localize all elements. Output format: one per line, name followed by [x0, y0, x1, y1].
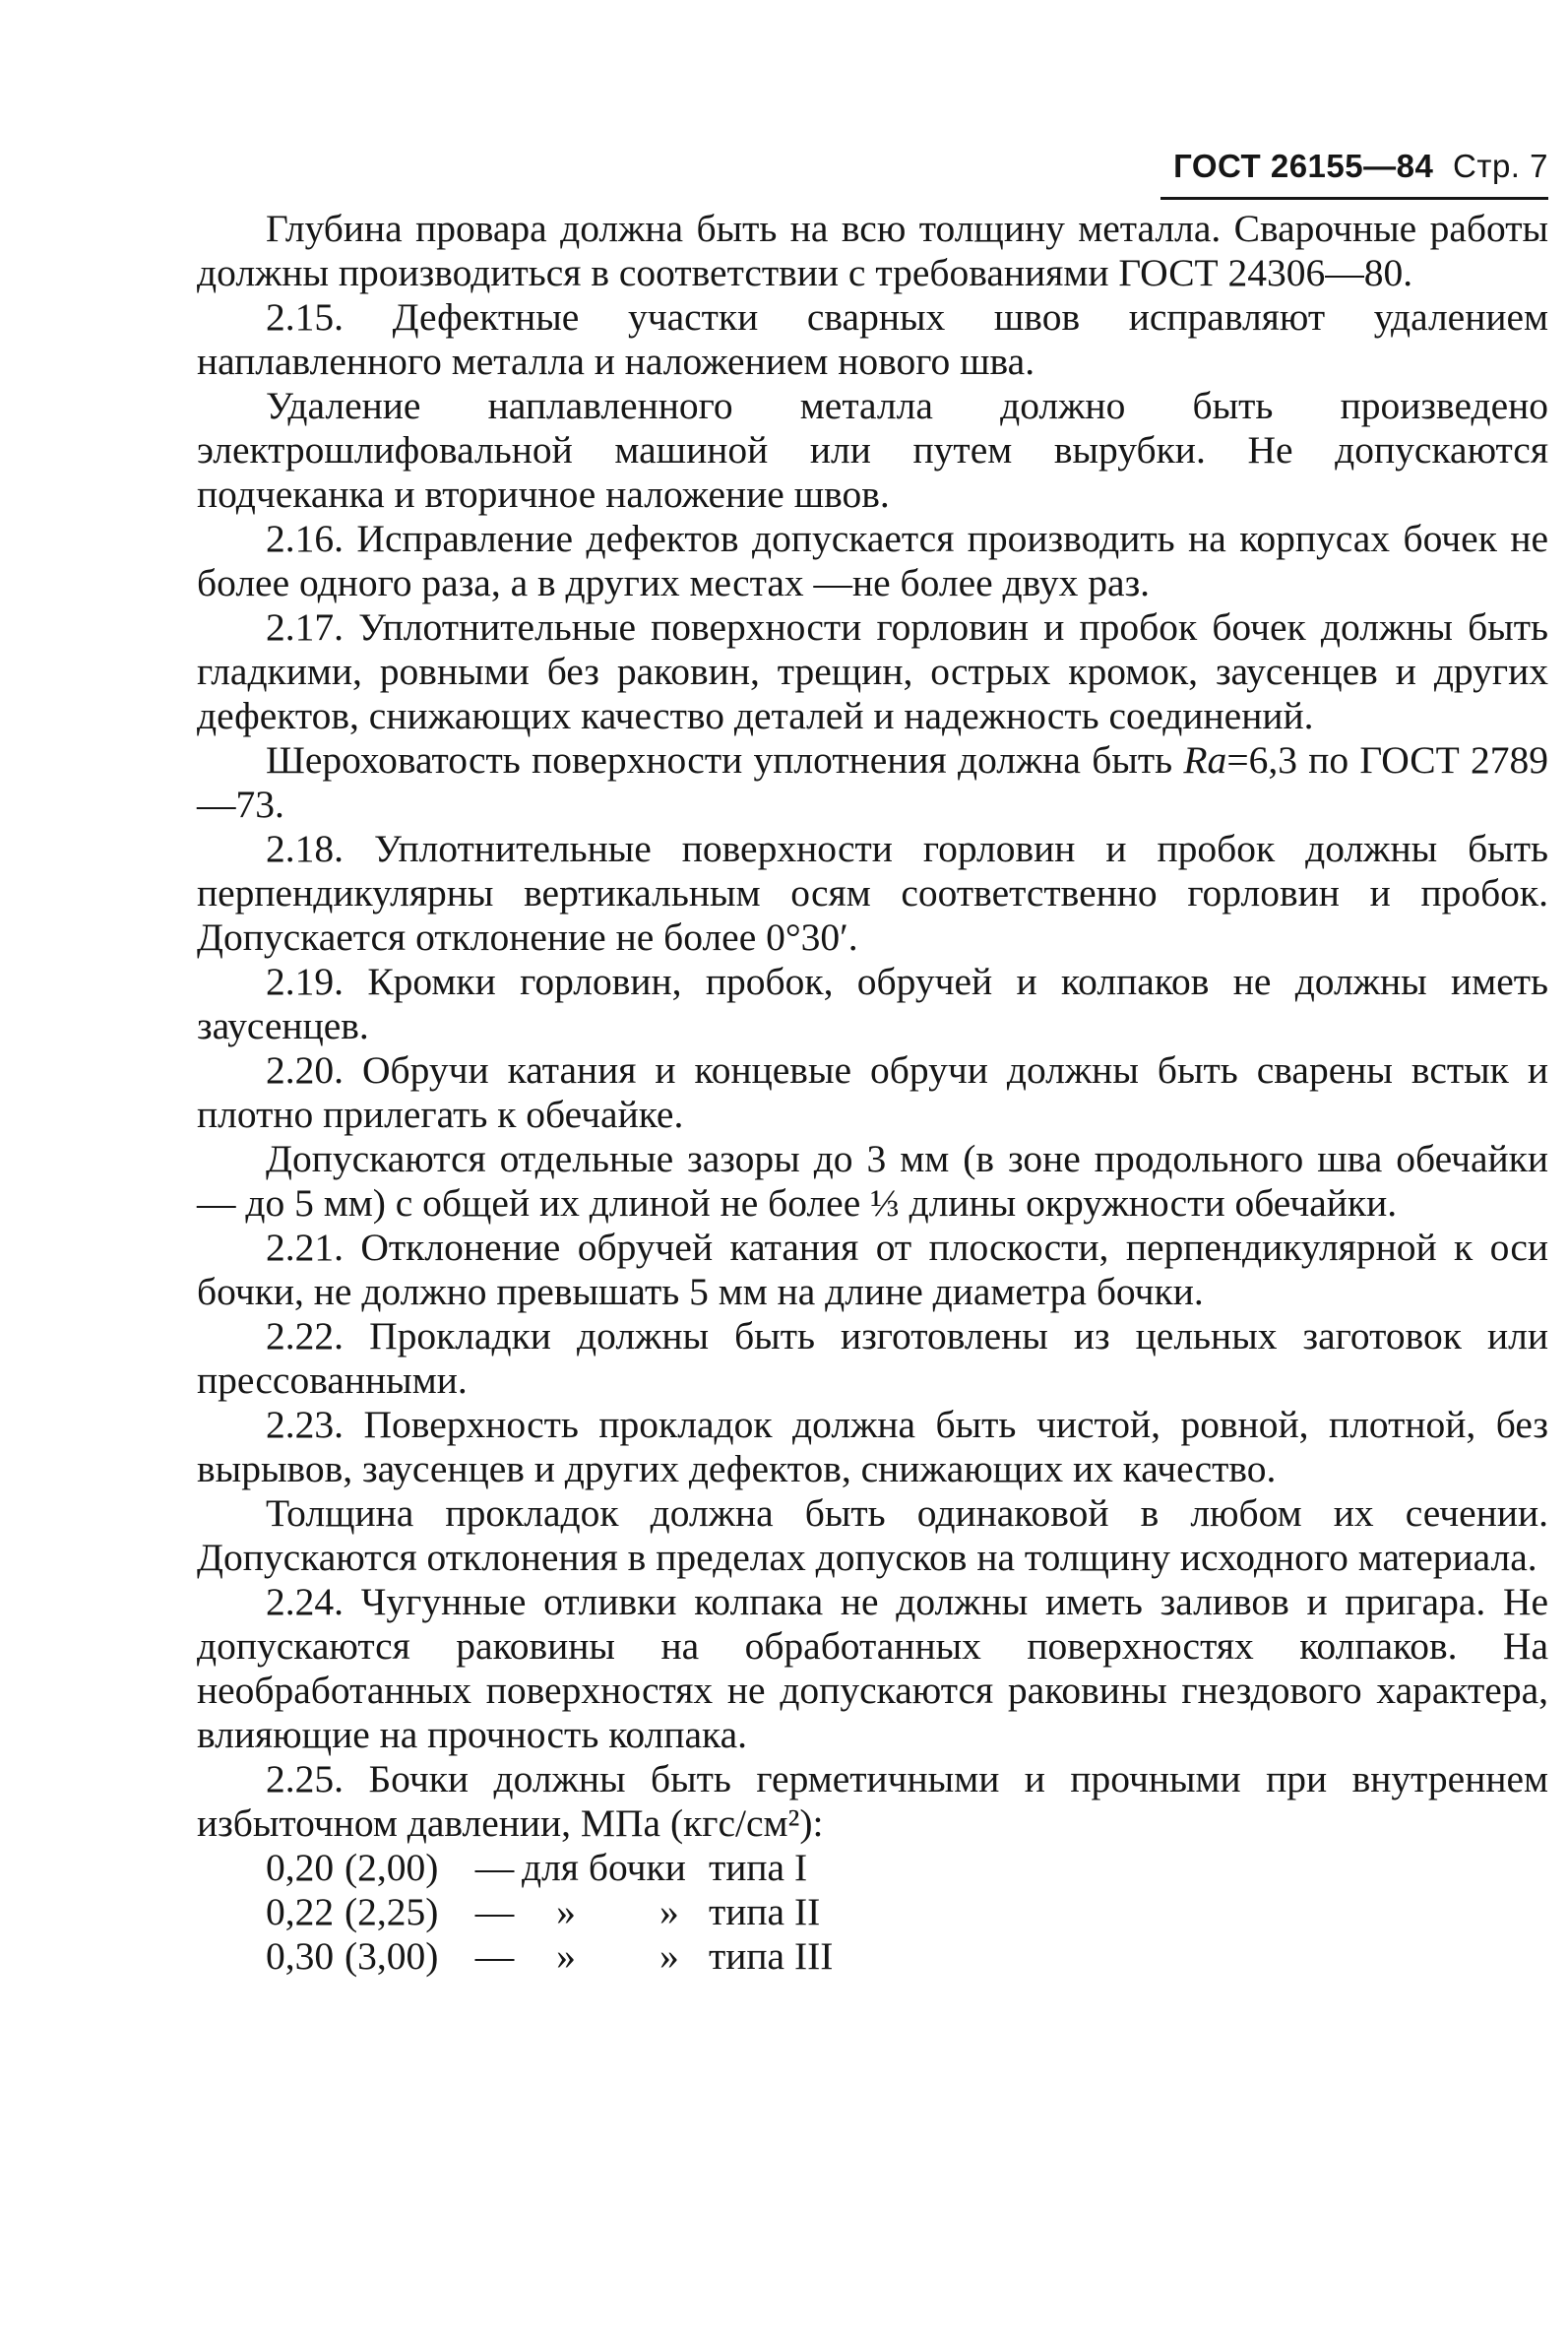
paragraph-2-25: 2.25. Бочки должны быть герметичными и прочными при внутреннем избыточном давлении, МПа (кгс/см²): — [197, 1757, 1548, 1845]
paragraph-2-19: 2.19. Кромки горловин, пробок, обручей и колпаков не должны иметь заусенцев. — [197, 960, 1548, 1047]
pressure-mpa: 0,20 — [266, 1846, 335, 1889]
pressure-list — [197, 1846, 1548, 1979]
pressure-kgs: (2,00) — [345, 1846, 439, 1889]
paragraph-2-16: 2.16. Исправление дефектов допускается производить на корпусах бочек не более одного раза, а в других местах —не более двух раз. — [197, 517, 1548, 604]
pressure-kgs: (3,00) — [345, 1934, 439, 1978]
paragraph-gasket-thickness: Толщина прокладок должна быть одинаковой в любом их сечении. Допускаются отклонения в пределах допусков на толщину исходного материала. — [197, 1491, 1548, 1579]
ditto-mark: » — [556, 1934, 576, 1978]
barrel-type: типа II — [709, 1890, 821, 1933]
paragraph-welding-depth: Глубина провара должна быть на всю толщину металла. Сварочные работы должны производиться в соответствии с требованиями ГОСТ 24306—80. — [197, 207, 1548, 294]
ditto-mark: » — [556, 1890, 576, 1933]
paragraph-gaps: Допускаются отдельные зазоры до 3 мм (в зоне продольного шва обечайки — до 5 мм) с общей их длиной не более ⅓ длины окружности обечайки. — [197, 1137, 1548, 1225]
pressure-reference: для бочки — [522, 1846, 686, 1889]
pressure-dash: — — [474, 1846, 515, 1889]
paragraph-2-22: 2.22. Прокладки должны быть изготовлены из цельных заготовок или прессованными. — [197, 1314, 1548, 1402]
paragraph-2-20: 2.20. Обручи катания и концевые обручи должны быть сварены встык и плотно прилегать к обечайке. — [197, 1048, 1548, 1136]
pressure-reference — [522, 1890, 709, 1934]
roughness-variable: Ra — [1183, 738, 1227, 782]
paragraph-metal-removal: Удаление наплавленного металла должно быть произведено электрошлифовальной машиной или путем вырубки. Не допускаются подчеканка и вторичное наложение швов. — [197, 384, 1548, 516]
barrel-type: типа I — [709, 1846, 808, 1889]
page-number: Стр. 7 — [1453, 148, 1548, 184]
pressure-row-type-3 — [266, 1934, 1548, 1979]
pressure-row-type-2 — [266, 1890, 1548, 1934]
pressure-mpa: 0,22 — [266, 1890, 335, 1933]
pressure-dash: — — [474, 1890, 515, 1933]
roughness-text-start: Шероховатость поверхности уплотнения должна быть — [266, 738, 1184, 782]
barrel-type: типа III — [709, 1934, 834, 1978]
paragraph-roughness — [197, 738, 1548, 827]
ditto-mark: » — [659, 1934, 679, 1978]
pressure-mpa: 0,30 — [266, 1934, 335, 1978]
roughness-text-end: =6,3 по ГОСТ 2789—73. — [197, 738, 1548, 826]
pressure-kgs: (2,25) — [345, 1890, 439, 1933]
paragraph-2-21: 2.21. Отклонение обручей катания от плоскости, перпендикулярной к оси бочки, не должно превышать 5 мм на длине диаметра бочки. — [197, 1226, 1548, 1313]
paragraph-2-18: 2.18. Уплотнительные поверхности горловин и пробок должны быть перпендикулярны вертикальным осям соответственно горловин и пробок. Допускается отклонение не более 0°30′. — [197, 827, 1548, 959]
standard-number: ГОСТ 26155—84 — [1173, 148, 1434, 184]
document-body — [197, 207, 1548, 1979]
paragraph-2-17: 2.17. Уплотнительные поверхности горловин и пробок бочек должны быть гладкими, ровными без раковин, трещин, острых кромок, заусенцев и других дефектов, снижающих качество деталей и надежность соединений. — [197, 605, 1548, 737]
pressure-row-type-1 — [266, 1846, 1548, 1890]
pressure-reference — [522, 1934, 709, 1979]
paragraph-2-24: 2.24. Чугунные отливки колпака не должны иметь заливов и пригара. Не допускаются раковины на обработанных поверхностях колпаков. На необработанных поверхностях не допускаются раковины гнездового характера, влияющие на прочность колпака. — [197, 1580, 1548, 1756]
paragraph-2-23: 2.23. Поверхность прокладок должна быть чистой, ровной, плотной, без вырывов, заусенцев и других дефектов, снижающих их качество. — [197, 1403, 1548, 1490]
ditto-mark: » — [659, 1890, 679, 1933]
page-header — [1160, 148, 1548, 200]
paragraph-2-15: 2.15. Дефектные участки сварных швов исправляют удалением наплавленного металла и наложением нового шва. — [197, 295, 1548, 383]
pressure-dash: — — [474, 1934, 515, 1978]
